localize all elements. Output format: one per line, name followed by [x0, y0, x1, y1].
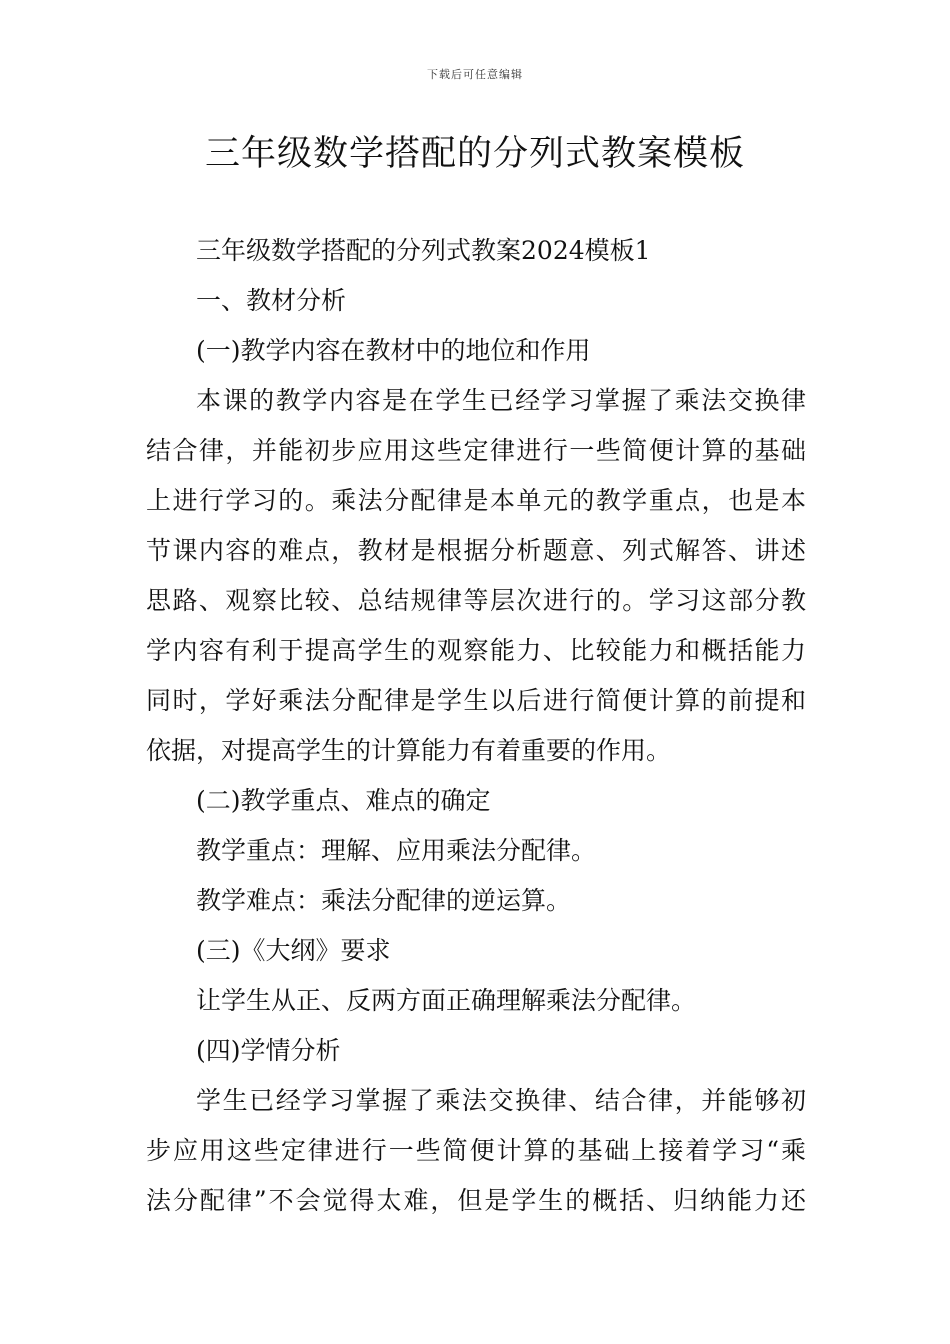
body-line: 法分配律”不会觉得太难，但是学生的概括、归纳能力还 [146, 1186, 806, 1215]
document-body [146, 226, 806, 1226]
document-title: 三年级数学搭配的分列式教案模板 [204, 134, 745, 174]
body-line: 学内容有利于提高学生的观察能力、比较能力和概括能力 [146, 636, 806, 665]
header-note: 下载后可任意编辑 [427, 68, 523, 81]
body-line: (三)《大纲》要求 [196, 936, 391, 965]
body-line: 步应用这些定律进行一些简便计算的基础上接着学习“乘 [146, 1136, 806, 1165]
body-line: (四)学情分析 [196, 1036, 341, 1065]
body-line: (一)教学内容在教材中的地位和作用 [196, 336, 591, 365]
body-line: 学生已经学习掌握了乘法交换律、结合律，并能够初 [196, 1086, 806, 1115]
body-line: 教学重点：理解、应用乘法分配律。 [196, 836, 597, 865]
body-line: 三年级数学搭配的分列式教案2024模板1 [196, 236, 651, 265]
body-line: 节课内容的难点，教材是根据分析题意、列式解答、讲述 [146, 536, 806, 565]
body-line: 本课的教学内容是在学生已经学习掌握了乘法交换律 [196, 386, 806, 415]
body-line: 思路、观察比较、总结规律等层次进行的。学习这部分教 [146, 586, 806, 615]
body-line: 同时，学好乘法分配律是学生以后进行简便计算的前提和 [146, 686, 806, 715]
body-line: 依据，对提高学生的计算能力有着重要的作用。 [146, 736, 672, 765]
body-line: 一、教材分析 [196, 286, 347, 315]
body-line: (二)教学重点、难点的确定 [196, 786, 491, 815]
body-line: 结合律，并能初步应用这些定律进行一些简便计算的基础 [146, 436, 806, 465]
body-line: 教学难点：乘法分配律的逆运算。 [196, 886, 572, 915]
body-line: 上进行学习的。乘法分配律是本单元的教学重点，也是本 [146, 486, 806, 515]
body-line: 让学生从正、反两方面正确理解乘法分配律。 [196, 986, 697, 1015]
